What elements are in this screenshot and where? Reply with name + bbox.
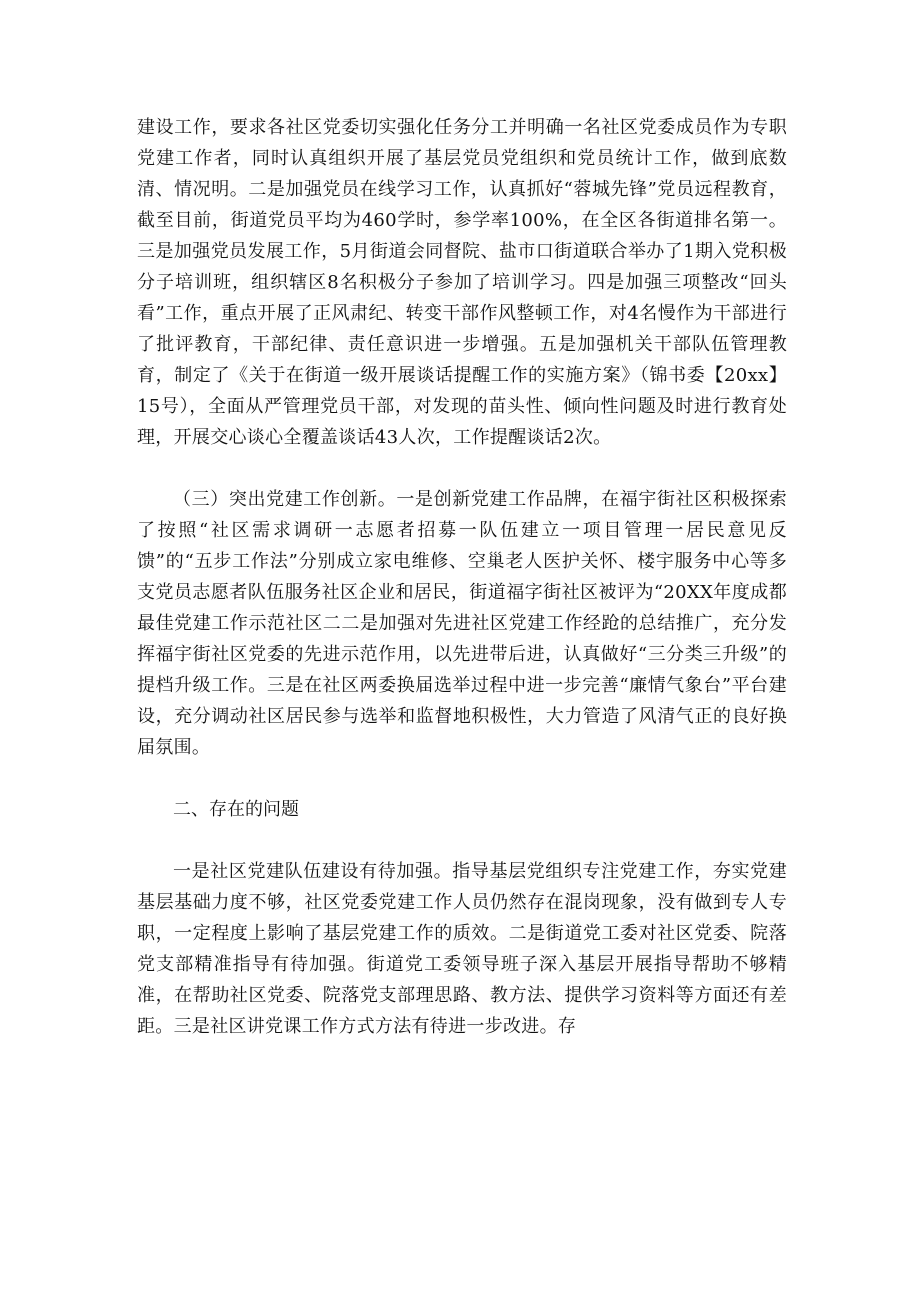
paragraph-innovation: （三）突出党建工作创新。一是创新党建工作品牌，在福宇街社区积极探索了按照“社区需求调研一志愿者招募一队伍建立一项目管理一居民意见反馈”的“五步工作法”分别成立家电维修、空巢老人医护关怀、楼宇服务中心等多支党员志愿者队伍服务社区企业和居民，街道福字街社区被评为“20XX年度成都最佳党建工作示范社区二二是加强对先进社区党建工作经跄的总结推广，充分发挥福宇街社区党委的先进示范作用，以先进带后进，认真做好“三分类三升级”的提档升级工作。三是在社区两委换届选举过程中进一步完善“廉情气象台”平台建设，充分调动社区居民参与选举和监督地积极性，大力管造了风清气正的良好换届氛围。 [137, 489, 787, 758]
paragraph-problems: 一是社区党建队伍建设有待加强。指导基层党组织专注党建工作，夯实党建基层基础力度不够，社区党委党建工作人员仍然存在混岗现象，没有做到专人专职，一定程度上影响了基层党建工作的质效。二是街道党工委对社区党委、院落党支部精准指导有待加强。街道党工委领导班子深入基层开展指导帮助不够精准，在帮助社区党委、院落党支部理思路、教方法、提供学习资料等方面还有差距。三是社区讲党课工作方式方法有待进一步改进。存 [137, 861, 787, 1037]
paragraph-spacer [137, 453, 787, 484]
paragraph-spacer [137, 763, 787, 794]
paragraph-spacer [137, 825, 787, 856]
section-heading-problems: 二、存在的问题 [173, 799, 299, 820]
paragraph-party-building-work: 建设工作，要求各社区党委切实强化任务分工并明确一名社区党委成员作为专职党建工作者，同时认真组织开展了基层党员党组织和党员统计工作，做到底数清、情况明。二是加强党员在线学习工作，认真抓好“蓉城先锋”党员远程教育，截至目前，街道党员平均为460学时，参学率100%，在全区各街道排名第一。三是加强党员发展工作，5月街道会同督院、盐市口街道联合举办了1期入党积极分子培训班，组织辖区8名积极分子参加了培训学习。四是加强三项整改“回头看”工作，重点开展了正风肃纪、转变干部作风整顿工作，对4名慢作为干部进行了批评教育，干部纪律、责任意识进一步增强。五是加强机关干部队伍管理教育，制定了《关于在街道一级开展谈话提醒工作的实施方案》（锦书委【20xx】15号），全面从严管理党员干部，对发现的苗头性、倾向性问题及时进行教育处理，开展交心谈心全覆盖谈话43人次，工作提醒谈话2次。 [137, 117, 787, 448]
document-body [137, 112, 787, 1042]
